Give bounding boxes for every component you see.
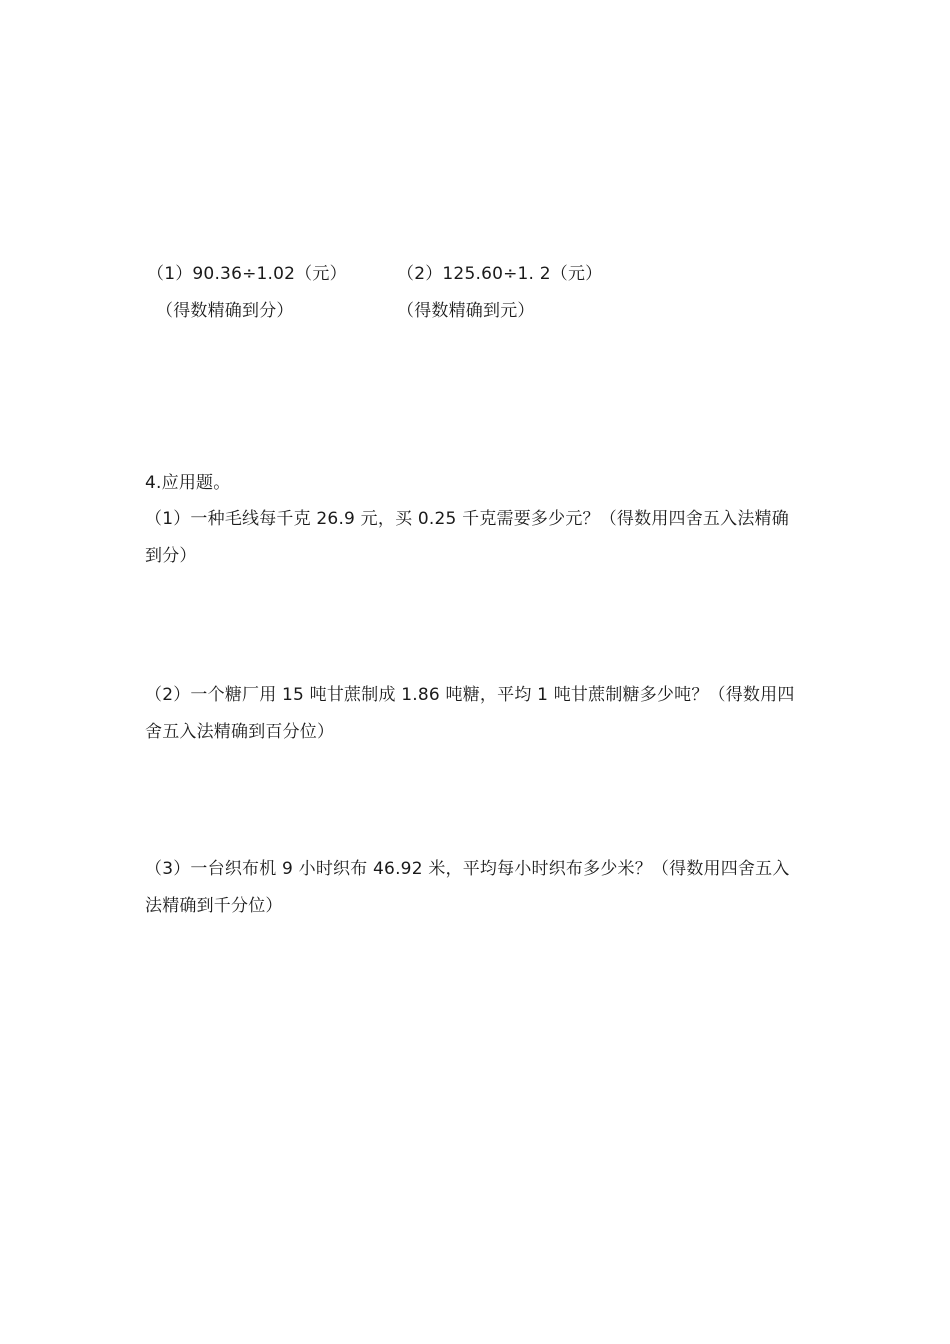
calc-item-1-expression: （1）90.36÷1.02（元） <box>147 264 347 284</box>
calc-item-1-note: （得数精确到分） <box>156 301 294 321</box>
question-3-line-2: 法精确到千分位） <box>145 896 283 916</box>
calc-item-2-note: （得数精确到元） <box>397 301 535 321</box>
question-2-line-1: （2）一个糖厂用 15 吨甘蔗制成 1.86 吨糖，平均 1 吨甘蔗制糖多少吨？（得数用四 <box>145 685 795 705</box>
section-title: 4.应用题。 <box>145 473 231 493</box>
calc-item-2-expression: （2）125.60÷1. 2（元） <box>397 264 603 284</box>
question-1-line-2: 到分） <box>145 546 197 566</box>
question-3-line-1: （3）一台织布机 9 小时织布 46.92 米，平均每小时织布多少米？（得数用四舍五入 <box>145 859 790 879</box>
question-2-line-2: 舍五入法精确到百分位） <box>145 722 335 742</box>
question-1-line-1: （1）一种毛线每千克 26.9 元，买 0.25 千克需要多少元？（得数用四舍五入法精确 <box>145 509 789 529</box>
